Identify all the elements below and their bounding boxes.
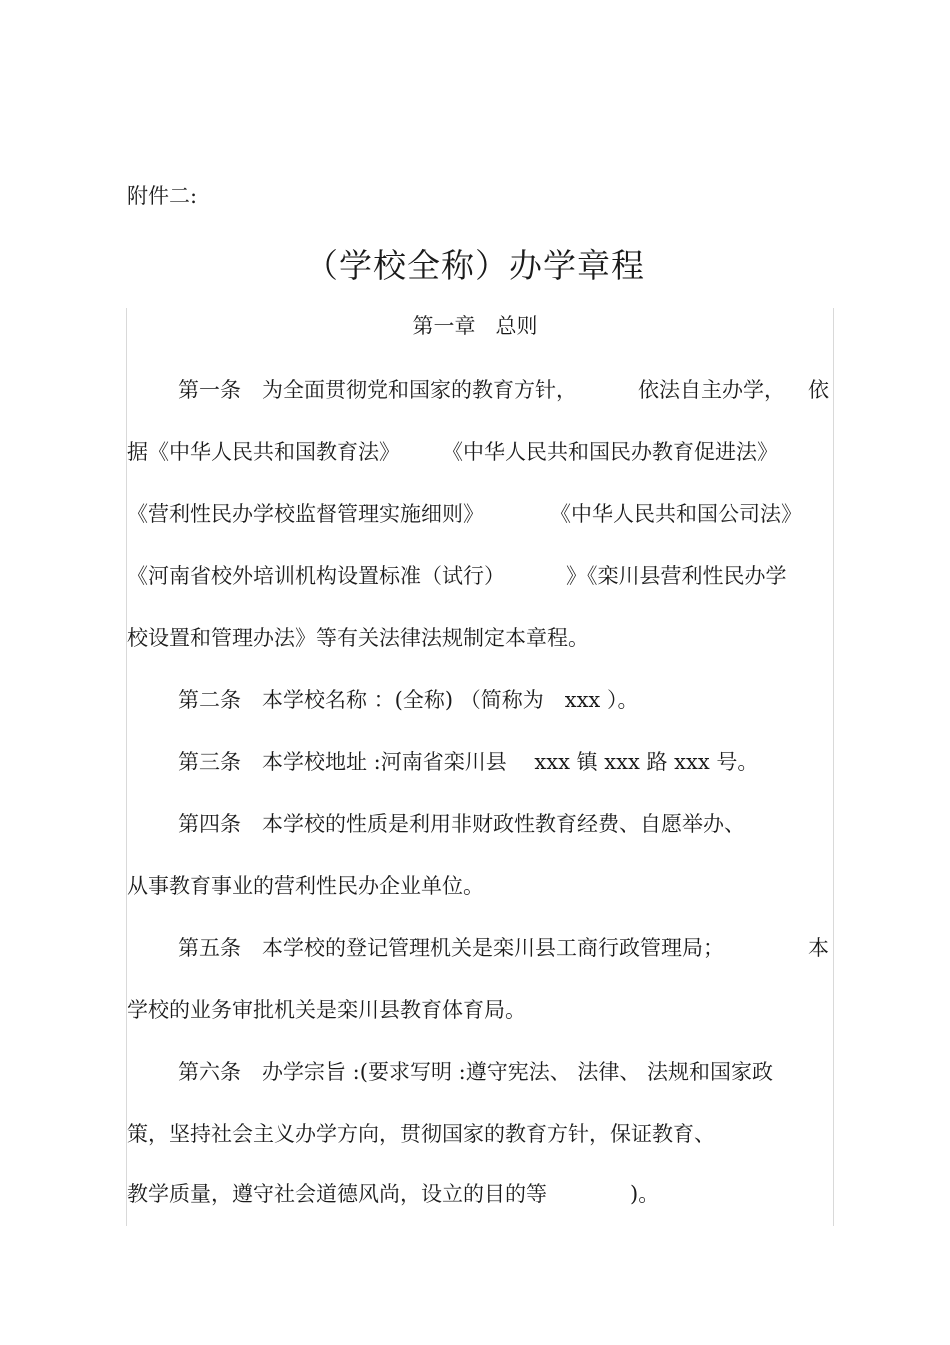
article-1-line-4b xyxy=(566,562,787,590)
article-1-line-2b xyxy=(442,438,778,466)
article-1-text: 《营利性民办学校监督管理实施细则》 xyxy=(127,502,484,526)
article-5-line-1: 第五条 本学校的登记管理机关是栾川县工商行政管理局； xyxy=(178,936,724,960)
article-1-line-3b xyxy=(550,500,802,528)
article-6-line-3b: )。 xyxy=(630,1182,660,1206)
article-1-text: 校设置和管理办法》等有关法律法规制定本章程。 xyxy=(127,626,589,650)
chapter-name: 总则 xyxy=(495,314,538,338)
article-3: 第三条 本学校地址 :河南省栾川县 xxx 镇 xxx 路 xxx 号。 xyxy=(178,750,759,774)
article-1-text: 据《中华人民共和国教育法》 xyxy=(127,440,400,464)
article-1-line-3 xyxy=(127,500,484,528)
article-1-text: 依 xyxy=(808,378,829,402)
article-6-line-3: 教学质量，遵守社会道德风尚，设立的目的等 xyxy=(127,1182,547,1206)
article-1-text: 第一条 为全面贯彻党和国家的教育方针， xyxy=(178,378,577,402)
article-4-line-1: 第四条 本学校的性质是利用非财政性教育经费、自愿举办、 xyxy=(178,812,745,836)
article-5-line-1b: 本 xyxy=(808,936,829,960)
article-2: 第二条 本学校名称 ：(全称) （简称为 xxx ）。 xyxy=(178,688,639,712)
chapter-heading xyxy=(0,310,950,340)
article-1-text: 《中华人民共和国民办教育促进法》 xyxy=(442,440,778,464)
article-1-line-1 xyxy=(178,376,577,404)
article-1-line-2 xyxy=(127,438,400,466)
chapter-number: 第一章 xyxy=(412,314,476,338)
article-5-line-2: 学校的业务审批机关是栾川县教育体育局。 xyxy=(127,998,526,1022)
article-1-text: 依法自主办学， xyxy=(638,378,785,402)
attachment-label: 附件二: xyxy=(127,184,198,208)
article-4-line-2: 从事教育事业的营利性民办企业单位。 xyxy=(127,874,484,898)
article-1-line-1c xyxy=(808,376,829,404)
article-6-line-2: 策，坚持社会主义办学方向，贯彻国家的教育方针，保证教育、 xyxy=(127,1122,715,1146)
document-title: （学校全称）办学章程 xyxy=(305,246,645,285)
article-6-line-1: 第六条 办学宗旨 :(要求写明 :遵守宪法、 法律、 法规和国家政 xyxy=(178,1060,774,1084)
article-1-text: 《河南省校外培训机构设置标准（试行） xyxy=(127,564,505,588)
article-1-text: 》《栾川县营利性民办学 xyxy=(566,564,787,588)
article-1-line-1b xyxy=(638,376,785,404)
article-1-line-4 xyxy=(127,562,505,590)
article-1-text: 《中华人民共和国公司法》 xyxy=(550,502,802,526)
article-1-line-5 xyxy=(127,624,589,652)
